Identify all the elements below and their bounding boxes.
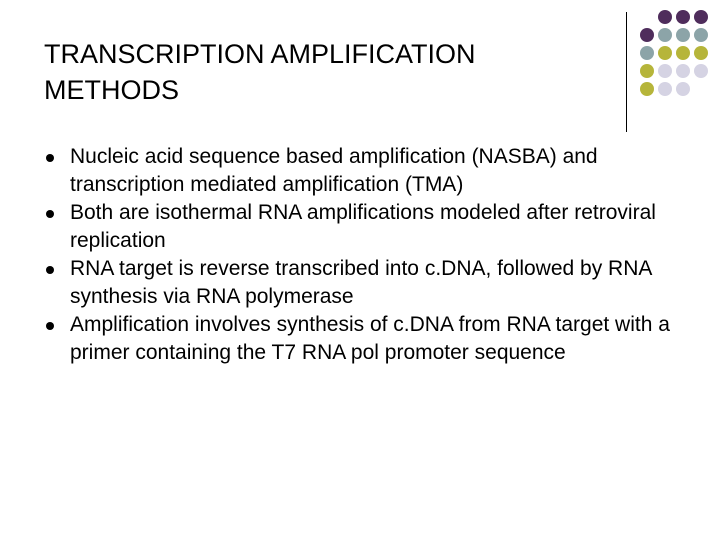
decorative-dot (658, 10, 672, 24)
bullet-text: Both are isothermal RNA amplifications modeled after retroviral replication (70, 201, 656, 252)
bullet-item (44, 311, 704, 367)
decorative-dot (694, 64, 708, 78)
decorative-dot (676, 10, 690, 24)
bullet-dot-icon (46, 322, 54, 330)
decorative-dot (658, 82, 672, 96)
bullet-item (44, 143, 704, 199)
decorative-dot (676, 82, 690, 96)
decorative-dot (658, 46, 672, 60)
decorative-dot (694, 46, 708, 60)
decorative-dot (694, 28, 708, 42)
decorative-dot (640, 82, 654, 96)
bullet-item (44, 199, 704, 255)
bullet-item (44, 255, 704, 311)
bullet-dot-icon (46, 266, 54, 274)
decorative-dot (676, 64, 690, 78)
bullet-text: RNA target is reverse transcribed into c.DNA, followed by RNA synthesis via RNA polymerase (70, 257, 652, 308)
decorative-dot (658, 28, 672, 42)
bullet-dot-icon (46, 210, 54, 218)
title-divider-line (626, 12, 627, 132)
bullet-text: Nucleic acid sequence based amplification (NASBA) and transcription mediated amplification (TMA) (70, 145, 598, 196)
bullet-text: Amplification involves synthesis of c.DNA from RNA target with a primer containing the T7 RNA pol promoter sequence (70, 313, 670, 364)
decorative-dot (676, 28, 690, 42)
slide-title: TRANSCRIPTION AMPLIFICATION METHODS (44, 39, 476, 105)
decorative-dot (640, 46, 654, 60)
decorative-dot-grid (640, 10, 720, 120)
decorative-dot (694, 10, 708, 24)
decorative-dot (658, 64, 672, 78)
decorative-dot (640, 64, 654, 78)
decorative-dot (640, 28, 654, 42)
bullet-dot-icon (46, 154, 54, 162)
bullet-list (44, 143, 704, 367)
decorative-dot (676, 46, 690, 60)
